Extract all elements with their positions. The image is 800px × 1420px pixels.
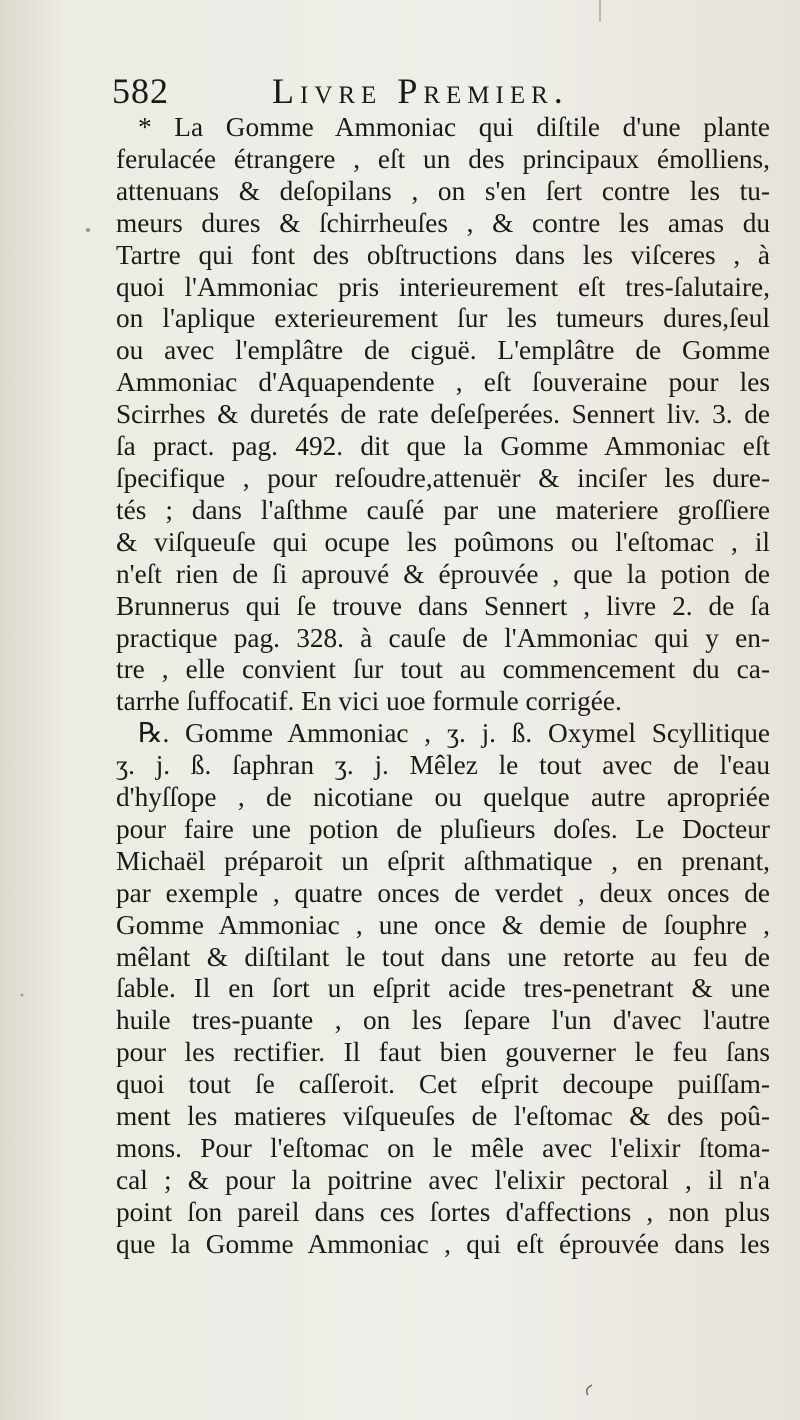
text-line: * La Gomme Ammoniac qui diſtile d'une plante (138, 112, 770, 142)
running-title: Livre Premier. (272, 71, 569, 111)
text-line: quoi tout ſe caſſeroit. Cet eſprit decoupe puiſſam- (116, 1069, 770, 1100)
text-line: tés ; dans l'aſthme cauſé par une materiere groſſiere (116, 494, 770, 525)
text-line: ʒ. j. ß. ſaphran ʒ. j. Mêlez le tout avec de l'eau (116, 750, 770, 781)
page-number: 582 (112, 71, 169, 111)
text-line: & viſqueuſe qui ocupe les poûmons ou l'eſtomac , il (116, 526, 770, 557)
text-line: tre , elle convient ſur tout au commencement du ca- (116, 654, 770, 685)
text-line: d'hyſſope , de nicotiane ou quelque autre apropriée (116, 782, 770, 813)
text-line: mêlant & diſtilant le tout dans une retorte au feu de (116, 941, 770, 972)
text-line: Ammoniac d'Aquapendente , eſt ſouveraine pour les (116, 367, 770, 398)
text-line: ment les matieres viſqueuſes de l'eſtomac & des poû- (116, 1101, 770, 1132)
text-line: Tartre qui font des obſtructions dans les viſceres , à (116, 239, 770, 270)
text-line: Michaël préparoit un eſprit aſthmatique , en prenant, (116, 845, 770, 876)
text-line: practique pag. 328. à cauſe de l'Ammoniac qui y en- (116, 622, 770, 653)
body-text (116, 112, 770, 1261)
text-line: ℞. Gomme Ammoniac , ʒ. j. ß. Oxymel Scyllitique (138, 718, 770, 749)
text-line: meurs dures & ſchirrheuſes , & contre les amas du (116, 207, 770, 238)
text-line: mons. Pour l'eſtomac on le mêle avec l'elixir ſtoma- (116, 1133, 770, 1163)
text-line: Scirrhes & duretés de rate deſeſperées. Sennert liv. 3. de (116, 399, 770, 430)
text-line: ſa pract. pag. 492. dit que la Gomme Ammoniac eſt (116, 431, 770, 462)
text-line: cal ; & pour la poitrine avec l'elixir pectoral , il n'a (116, 1164, 770, 1195)
text-line: pour faire une potion de pluſieurs doſes. Le Docteur (116, 813, 770, 844)
text-line: Gomme Ammoniac , une once & demie de ſouphre , (116, 909, 770, 940)
text-line: que la Gomme Ammoniac , qui eſt éprouvée dans les (116, 1228, 770, 1259)
text-line: pour les rectifier. Il faut bien gouverner le feu ſans (116, 1037, 770, 1068)
text-line: ſable. Il en ſort un eſprit acide tres-penetrant & une (116, 973, 770, 1004)
text-line: attenuans & deſopilans , on s'en ſert contre les tu- (116, 175, 770, 206)
text-line: par exemple , quatre onces de verdet , deux onces de (116, 877, 770, 908)
text-line: ſpecifique , pour reſoudre,attenuër & inciſer les dure- (116, 462, 770, 493)
text-line: ou avec l'emplâtre de ciguë. L'emplâtre de Gomme (116, 335, 770, 366)
text-line: tarrhe ſuffocatif. En vici uoe formule corrigée. (116, 686, 622, 717)
text-line: n'eſt rien de ſi aprouvé & éprouvée , que la potion de (116, 558, 770, 589)
text-line: huile tres-puante , on les ſepare l'un d'avec l'autre (116, 1005, 770, 1036)
text-line: ferulacée étrangere , eſt un des principaux émolliens, (116, 143, 770, 174)
text-line: quoi l'Ammoniac pris interieurement eſt tres-ſalutaire, (116, 271, 770, 302)
text-line: on l'aplique exterieurement ſur les tumeurs dures,ſeul (116, 303, 770, 334)
text-line: point ſon pareil dans ces ſortes d'affections , non plus (116, 1196, 770, 1227)
text-line: Brunnerus qui ſe trouve dans Sennert , livre 2. de ſa (116, 590, 770, 621)
